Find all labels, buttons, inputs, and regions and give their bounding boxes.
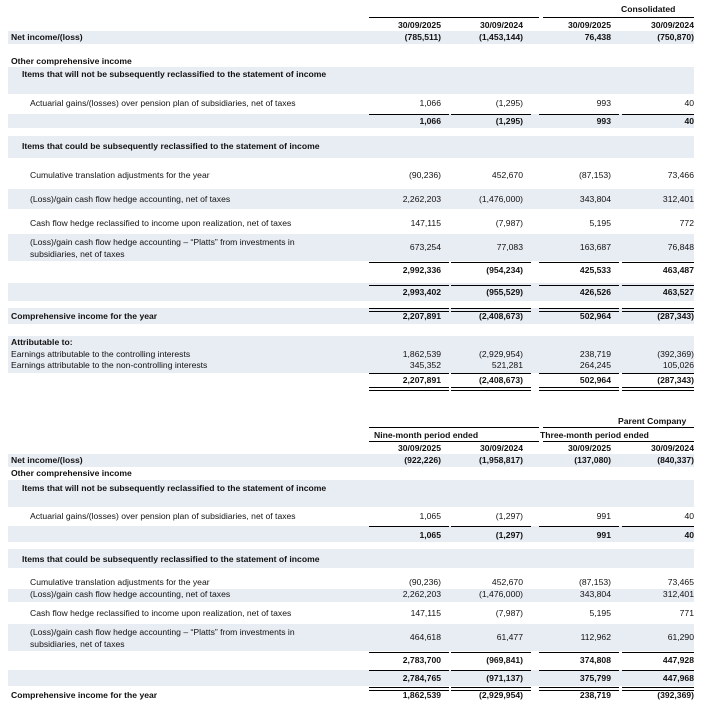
table-cell: 447,968 [662, 673, 694, 683]
rule-line [451, 670, 531, 671]
table-cell: (1,958,817) [479, 455, 523, 465]
text-label: Actuarial gains/(losses) over pension plan of subsidiaries, net of taxes [30, 511, 296, 521]
text-label: (Loss)/gain cash flow hedge accounting – “Platts” from investments in subsidiaries, net of taxes [30, 237, 295, 259]
table-cell: (971,137) [486, 673, 523, 683]
rule-line [369, 262, 449, 263]
row-label: Comprehensive income for the year [11, 311, 158, 321]
table-row [8, 608, 694, 621]
rule-line [369, 427, 539, 428]
table-cell: (955,529) [486, 287, 523, 297]
table-cell: 452,670 [491, 577, 523, 587]
table-row [8, 97, 694, 111]
table-cell: (750,870) [657, 32, 694, 42]
table-cell: 77,083 [496, 242, 523, 252]
table-cell: 2,783,700 [402, 655, 441, 665]
table-cell: 2,993,402 [402, 287, 441, 297]
table-cell: 772 [679, 218, 694, 228]
table-cell: 2,262,203 [402, 194, 441, 204]
table-cell: 502,964 [579, 375, 611, 385]
table-cell: 163,687 [579, 242, 611, 252]
section-label: Attributable to: [11, 337, 73, 347]
rule-line [369, 441, 539, 442]
rule-line [369, 285, 449, 286]
table-row [8, 480, 694, 507]
rule-line [369, 373, 449, 374]
text-label: 30/09/2025 [567, 443, 611, 453]
table-cell: 264,245 [579, 360, 611, 370]
table-cell: 40 [684, 98, 694, 108]
rule-line [451, 285, 531, 286]
table-cell: 73,465 [667, 577, 694, 587]
rule-line [622, 373, 694, 374]
table-cell: 673,254 [409, 242, 441, 252]
table-row [8, 67, 694, 94]
table-cell: 2,262,203 [402, 589, 441, 599]
text-label: Cash flow hedge reclassified to income upon realization, net of taxes [30, 608, 292, 618]
text-label: Items that will not be subsequently reclassified to the statement of income [22, 483, 327, 493]
rule-line [369, 652, 449, 653]
group-header: Three-month period ended [540, 430, 649, 440]
table-cell: 771 [679, 608, 694, 618]
table-row [8, 218, 694, 231]
section-label: Items that will not be subsequently reclassified to the statement of income [22, 69, 327, 79]
consolidated-title: Consolidated [621, 4, 676, 14]
table-cell: (954,234) [486, 265, 523, 275]
table-cell: 521,281 [491, 360, 523, 370]
table-row [8, 652, 694, 668]
table-cell: 1,862,539 [402, 690, 441, 700]
table-cell: 463,527 [662, 287, 694, 297]
table-row [8, 624, 694, 651]
table-cell: 40 [684, 116, 694, 126]
table-cell: 61,477 [496, 632, 523, 642]
rule-line [622, 387, 694, 391]
table-cell: 1,066 [419, 98, 441, 108]
rule-line [543, 427, 694, 428]
text-label: 30/09/2024 [479, 443, 523, 453]
table-row [8, 549, 694, 568]
table-cell: 40 [684, 511, 694, 521]
rule-line [539, 373, 619, 374]
table-cell: 345,352 [409, 360, 441, 370]
table-cell: (2,929,954) [479, 690, 523, 700]
rule-line [451, 373, 531, 374]
rule-line [543, 441, 694, 442]
table-cell: (2,408,673) [479, 375, 523, 385]
table-cell: (287,343) [657, 375, 694, 385]
text-label: Net income/(loss) [11, 455, 83, 465]
rule-line [451, 652, 531, 653]
table-row [8, 526, 694, 542]
row-label: Net income/(loss) [11, 32, 83, 42]
table-row [8, 262, 694, 278]
table-row [8, 234, 694, 261]
table-cell: (7,987) [495, 218, 523, 228]
table-cell: 61,290 [667, 632, 694, 642]
text-label: (Loss)/gain cash flow hedge accounting, net of taxes [30, 589, 231, 599]
table-cell: (1,476,000) [479, 589, 523, 599]
table-row [8, 511, 694, 525]
table-cell: 238,719 [579, 349, 611, 359]
rule-line [369, 114, 449, 115]
table-cell: 312,401 [662, 589, 694, 599]
rule-line [543, 17, 694, 18]
col-header: 30/09/2024 [650, 20, 694, 30]
table-row [8, 670, 694, 686]
table-cell: (392,369) [657, 349, 694, 359]
table-cell: (785,511) [404, 32, 441, 42]
table-row [8, 373, 694, 388]
table-cell: 2,992,336 [402, 265, 441, 275]
table-cell: 147,115 [410, 608, 441, 618]
table-cell: (90,236) [408, 577, 441, 587]
table-row [8, 189, 694, 209]
table-cell: (1,476,000) [479, 194, 523, 204]
table-cell: (1,297) [495, 530, 523, 540]
table-cell: 312,401 [662, 194, 694, 204]
rule-line [369, 526, 449, 527]
table-cell: (87,153) [578, 577, 611, 587]
table-cell: 1,065 [419, 511, 441, 521]
table-row [8, 687, 694, 703]
table-cell: 426,526 [579, 287, 611, 297]
rule-line [451, 114, 531, 115]
table-cell: (137,080) [574, 455, 611, 465]
table-cell: 343,804 [579, 194, 611, 204]
group-header: Nine-month period ended [374, 430, 479, 440]
table-cell: (2,929,954) [479, 349, 523, 359]
table-row [8, 589, 694, 602]
rule-line [539, 387, 619, 391]
col-header: 30/09/2025 [397, 20, 441, 30]
table-row [8, 114, 694, 128]
text-label: (Loss)/gain cash flow hedge accounting – “Platts” from investments in subsidiaries, net of taxes [30, 627, 295, 649]
text-label: 30/09/2025 [397, 443, 441, 453]
table-cell: (7,987) [495, 608, 523, 618]
col-header: 30/09/2025 [567, 20, 611, 30]
table-cell: 105,026 [662, 360, 694, 370]
table-cell: 76,438 [584, 32, 611, 42]
table-row [8, 336, 694, 349]
rule-line [539, 670, 619, 671]
table-cell: 502,964 [579, 311, 611, 321]
table-cell: (840,337) [657, 455, 694, 465]
text-label: Comprehensive income for the year [11, 690, 158, 700]
table-cell: 147,115 [410, 218, 441, 228]
text-label: (Loss)/gain cash flow hedge accounting, net of taxes [30, 194, 231, 204]
rule-line [369, 387, 449, 391]
table-cell: (2,408,673) [479, 311, 523, 321]
rule-line [539, 652, 619, 653]
table-cell: 1,065 [419, 530, 441, 540]
rule-line [622, 285, 694, 286]
table-cell: (1,295) [495, 116, 523, 126]
table-cell: 76,848 [667, 242, 694, 252]
table-cell: (1,453,144) [479, 32, 523, 42]
rule-line [451, 526, 531, 527]
table-row [8, 308, 694, 324]
parent-company-title: Parent Company [618, 416, 687, 426]
text-label: Cumulative translation adjustments for the year [30, 577, 210, 587]
rule-line [369, 670, 449, 671]
rule-line [539, 285, 619, 286]
table-cell: 5,195 [589, 218, 611, 228]
rule-line [622, 670, 694, 671]
table-cell: (922,226) [404, 455, 441, 465]
table-cell: 425,533 [579, 265, 611, 275]
table-cell: 991 [596, 511, 611, 521]
table-cell: 452,670 [491, 170, 523, 180]
table-cell: 1,862,539 [402, 349, 441, 359]
table-cell: (1,297) [495, 511, 523, 521]
table-cell: 991 [596, 530, 611, 540]
text-label: Actuarial gains/(losses) over pension plan of subsidiaries, net of taxes [30, 98, 296, 108]
rule-line [539, 526, 619, 527]
table-cell: 993 [596, 116, 611, 126]
rule-line [451, 387, 531, 391]
text-label: 30/09/2024 [650, 443, 694, 453]
table-cell: 464,618 [409, 632, 441, 642]
table-cell: 2,784,765 [402, 673, 441, 683]
table-cell: (287,343) [657, 311, 694, 321]
rule-line [622, 526, 694, 527]
table-cell: (1,295) [495, 98, 523, 108]
rule-line [622, 652, 694, 653]
section-label: Items that could be subsequently reclassified to the statement of income [22, 141, 320, 151]
table-cell: 374,808 [579, 655, 611, 665]
table-cell: (87,153) [578, 170, 611, 180]
table-row [8, 136, 694, 158]
table-cell: 2,207,891 [402, 375, 441, 385]
table-cell: 1,066 [419, 116, 441, 126]
text-label: Earnings attributable to the controlling interests [11, 349, 191, 359]
table-cell: 238,719 [579, 690, 611, 700]
rule-line [451, 262, 531, 263]
table-cell: 73,466 [667, 170, 694, 180]
table-cell: 112,962 [580, 632, 611, 642]
table-row [8, 454, 694, 467]
table-cell: 5,195 [589, 608, 611, 618]
rule-line [539, 262, 619, 263]
section-label: Other comprehensive income [11, 468, 132, 478]
table-row [8, 170, 694, 183]
table-cell: 2,207,891 [402, 311, 441, 321]
text-label: Items that could be subsequently reclassified to the statement of income [22, 554, 320, 564]
table-cell: 375,799 [579, 673, 611, 683]
table-cell: 447,928 [662, 655, 694, 665]
rule-line [369, 17, 539, 18]
rule-line [539, 114, 619, 115]
text-label: Earnings attributable to the non-controlling interests [11, 360, 208, 370]
table-cell: 463,487 [662, 265, 694, 275]
text-label: Cash flow hedge reclassified to income upon realization, net of taxes [30, 218, 292, 228]
col-header: 30/09/2024 [479, 20, 523, 30]
table-cell: (392,369) [657, 690, 694, 700]
table-cell: (969,841) [486, 655, 523, 665]
section-label: Other comprehensive income [11, 56, 132, 66]
table-cell: 993 [596, 98, 611, 108]
rule-line [622, 114, 694, 115]
rule-line [622, 262, 694, 263]
table-cell: 40 [684, 530, 694, 540]
table-row [8, 31, 694, 44]
table-row [8, 283, 694, 301]
table-row [8, 577, 694, 589]
table-cell: 343,804 [579, 589, 611, 599]
text-label: Cumulative translation adjustments for the year [30, 170, 210, 180]
table-cell: (90,236) [408, 170, 441, 180]
table-row [8, 349, 694, 373]
